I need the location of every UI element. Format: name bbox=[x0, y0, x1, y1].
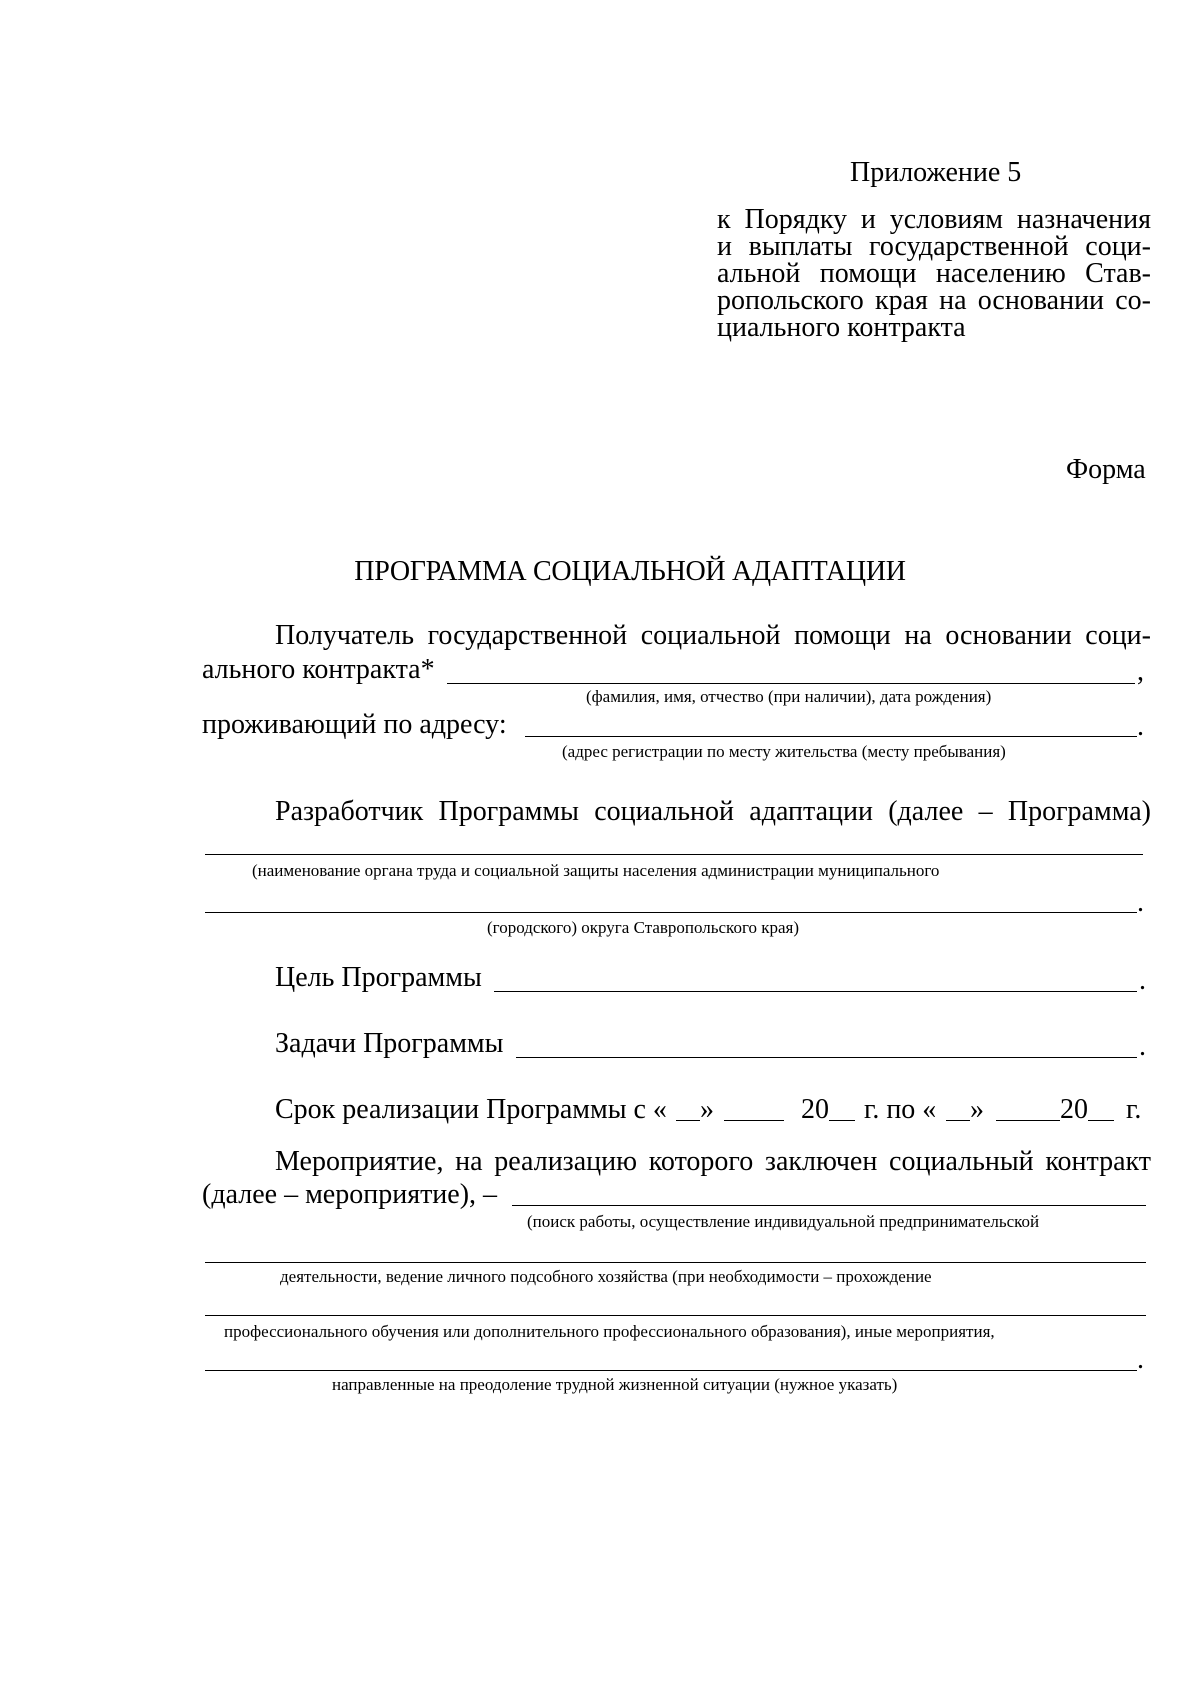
recipient-line-1: Получатель государственной социальной помощи на основании соци- bbox=[275, 620, 1151, 651]
event-field-4[interactable] bbox=[205, 1370, 1137, 1371]
term-year-suffix-2: г. bbox=[1126, 1094, 1142, 1125]
developer-field-1[interactable] bbox=[205, 854, 1143, 855]
developer-field-2[interactable] bbox=[205, 912, 1137, 913]
document-title: ПРОГРАММА СОЦИАЛЬНОЙ АДАПТАЦИИ bbox=[354, 556, 906, 587]
recipient-line-2-label: ального контракта* bbox=[202, 654, 435, 685]
recipient-name-caption: (фамилия, имя, отчество (при наличии), дата рождения) bbox=[586, 687, 992, 706]
event-field-2[interactable] bbox=[205, 1262, 1146, 1263]
recipient-line-2-comma: , bbox=[1137, 656, 1144, 687]
event-caption-2: деятельности, ведение личного подсобного хозяйства (при необходимости – прохождение bbox=[280, 1267, 932, 1286]
term-year-prefix-2: 20 bbox=[1060, 1094, 1088, 1125]
term-start-month-field[interactable] bbox=[724, 1120, 784, 1121]
term-start: Срок реализации Программы с « bbox=[275, 1094, 667, 1125]
event-field-3[interactable] bbox=[205, 1315, 1146, 1316]
form-label: Форма bbox=[1066, 454, 1146, 485]
event-field-1[interactable] bbox=[512, 1205, 1146, 1206]
recipient-name-field[interactable] bbox=[447, 683, 1135, 684]
goal-label: Цель Программы bbox=[275, 962, 482, 993]
appendix-reference-line-2: и выплаты государственной соци- bbox=[717, 231, 1151, 262]
term-quote-close: » bbox=[700, 1094, 714, 1125]
tasks-end: . bbox=[1139, 1031, 1146, 1062]
term-start-day-field[interactable] bbox=[676, 1120, 700, 1121]
event-caption-4: направленные на преодоление трудной жизненной ситуации (нужное указать) bbox=[332, 1375, 898, 1394]
tasks-field[interactable] bbox=[516, 1057, 1137, 1058]
term-end-year-field[interactable] bbox=[1088, 1120, 1114, 1121]
tasks-label: Задачи Программы bbox=[275, 1028, 504, 1059]
developer-line-end: . bbox=[1137, 887, 1144, 918]
address-end: . bbox=[1137, 711, 1144, 742]
event-line-2: (далее – мероприятие), – bbox=[202, 1179, 498, 1210]
developer-caption-1: (наименование органа труда и социальной защиты населения администрации муниципального bbox=[252, 861, 940, 880]
address-caption: (адрес регистрации по месту жительства (месту пребывания) bbox=[562, 742, 1006, 761]
appendix-reference-line-4: ропольского края на основании со- bbox=[717, 285, 1151, 316]
address-label: проживающий по адресу: bbox=[202, 709, 507, 740]
term-year-suffix: г. по « bbox=[864, 1094, 937, 1125]
event-caption-3: профессионального обучения или дополнительного профессионального образования), иные мероприятия, bbox=[224, 1322, 995, 1341]
event-line-end: . bbox=[1137, 1344, 1144, 1375]
event-line-1: Мероприятие, на реализацию которого заключен социальный контракт bbox=[275, 1146, 1151, 1177]
term-end-day-field[interactable] bbox=[946, 1120, 970, 1121]
appendix-reference bbox=[717, 206, 1151, 341]
goal-end: . bbox=[1139, 965, 1146, 996]
term-quote-close-2: » bbox=[970, 1094, 984, 1125]
goal-field[interactable] bbox=[494, 991, 1137, 992]
developer-line: Разработчик Программы социальной адаптации (далее – Программа) bbox=[275, 796, 1151, 827]
appendix-reference-line-5: циального контракта bbox=[717, 312, 966, 343]
address-field[interactable] bbox=[525, 736, 1137, 737]
term-end-month-field[interactable] bbox=[996, 1120, 1060, 1121]
event-caption-1: (поиск работы, осуществление индивидуальной предпринимательской bbox=[527, 1212, 1040, 1231]
appendix-reference-line-1: к Порядку и условиям назначения bbox=[717, 204, 1151, 235]
term-start-year-field[interactable] bbox=[829, 1120, 855, 1121]
term-year-prefix: 20 bbox=[801, 1094, 829, 1125]
appendix-title: Приложение 5 bbox=[850, 157, 1022, 188]
appendix-reference-line-3: альной помощи населению Став- bbox=[717, 258, 1151, 289]
developer-caption-2: (городского) округа Ставропольского края) bbox=[487, 918, 800, 937]
